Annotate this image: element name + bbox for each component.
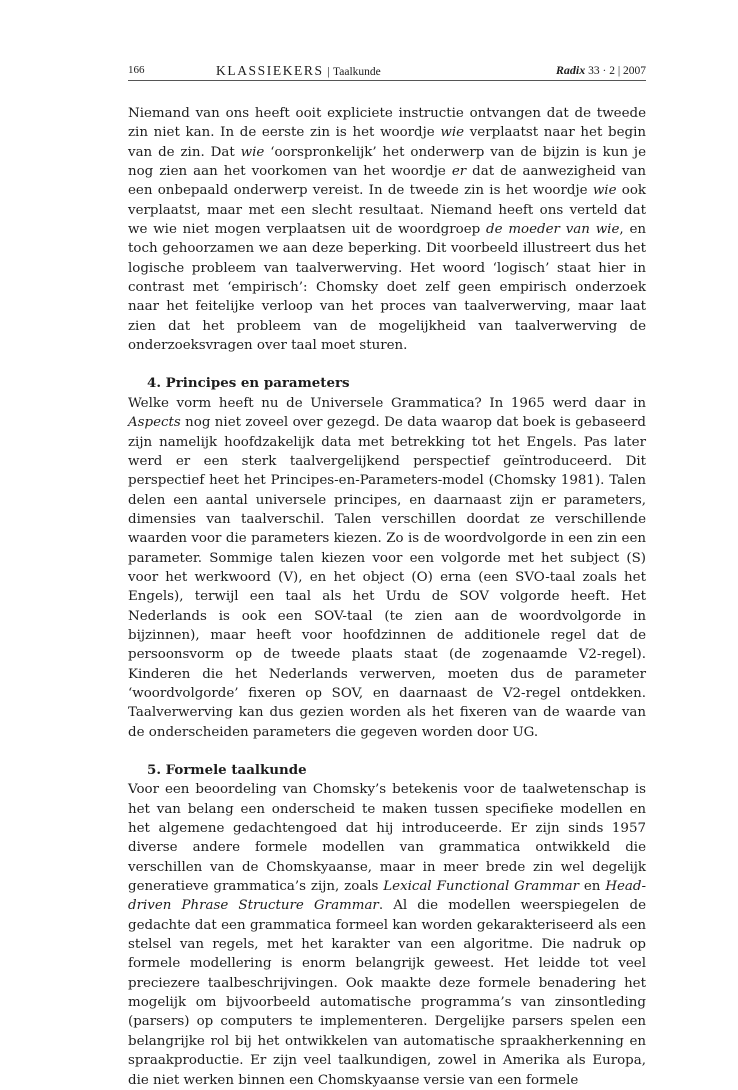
header-section (216, 63, 381, 79)
journal-name: Radix (555, 63, 586, 77)
running-header (128, 60, 646, 81)
section-heading-principes: 4. Principes en parameters (147, 375, 350, 392)
page-number: 166 (128, 64, 145, 76)
paragraph-principes: Welke vorm heeft nu de Universele Grammatica? In 1965 werd daar in Aspects nog niet zoveel over gezegd. De data waarop dat boek is gebaseerd zijn namelijk hoofdzakelijk data met betrekking tot het Engels. Pas later werd er een sterk taalvergelijkend perspectief geïntroduceerd. Dit perspectief heet het Principes-en-Parameters-model (Chomsky 1981). Talen delen een aantal universele principes, en daarnaast zijn er parameters, dimensies van taalverschil. Talen verschillen doordat ze verschillende waarden voor die parameters kiezen. Zo is de woordvolgorde in een zin een parameter. Sommige talen kiezen voor een volgorde met het subject (S) voor het werkwoord (V), en het object (O) erna (een SVO-taal zoals het Engels), terwijl een taal als het Urdu de SOV volgorde heeft. Het Nederlands is ook een SOV-taal (te zien aan de woordvolgorde in bijzinnen), maar heeft voor hoofdzinnen de additionele regel dat de persoonsvorm op de tweede plaats staat (de zogenaamde V2-regel). Kinderen die het Nederlands verwerven, moeten dus de parameter ‘woordvolgorde’ fixeren op SOV, en daarnaast de V2-regel ontdekken. Taalverwerving kan dus gezien worden als het fixeren van de waarde van de onderscheiden parameters die gegeven worden door UG. (128, 395, 646, 740)
paragraph-formele-taalkunde: Voor een beoordeling van Chomsky’s betekenis voor de taalwetenschap is het van belang een onderscheid te maken tussen specifieke modellen en het algemene gedachtengoed dat hij introduceerde. Er zijn sinds 1957 diverse andere formele modellen van grammatica ontwikkeld die verschillen van de Chomskyaanse, maar in meer brede zin wel degelijk generatieve grammatica’s zijn, zoals Lexical Functional Grammar en Head-driven Phrase Structure Grammar. Al die modellen weerspiegelen de gedachte dat een grammatica formeel kan worden gekarakteriseerd als een stelsel van regels, met het karakter van een algoritme. Die nadruk op formele modellering is enorm belangrijk geweest. Het leidde tot veel preciezere taalbeschrijvingen. Ook maakte deze formele benadering het mogelijk om bijvoorbeeld automatische programma’s van zinsontleding (parsers) op computers te implementeren. Dergelijke parsers spelen een belangrijke rol bij het ontwikkelen van automatische spraakherkenning en spraakproductie. Er zijn veel taalkundigen, zowel in Amerika als Europa, die niet werken binnen een Chomskyaanse versie van een formele (128, 782, 646, 1088)
journal-issue: 33 · 2 | 2007 (588, 65, 646, 77)
paragraph-intro: Niemand van ons heeft ooit expliciete instructie ontvangen dat de tweede zin niet kan. In de eerste zin is het woordje wie verplaatst naar het begin van de zin. Dat wie ‘oorspronkelijk’ het onderwerp van de bijzin is kun je nog zien aan het voorkomen van het woordje er dat de aanwezigheid van een onbepaald onderwerp vereist. In de tweede zin is het woordje wie ook verplaatst, maar met een slecht resultaat. Niemand heeft ons verteld dat we wie niet mogen verplaatsen uit de woordgroep de moeder van wie, en toch gehoorzamen we aan deze beperking. Dit voorbeeld illustreert dus het logische probleem van taalverwerving. Het woord ‘logisch’ staat hier in contrast met ‘empirisch’: Chomsky doet zelf geen empirisch onderzoek naar het feitelijke verloop van het proces van taalverwerving, maar laat zien dat het probleem van de mogelijkheid van taalverwerving de onderzoeksvragen over taal moet sturen. (128, 106, 647, 354)
section-heading-formele-taalkunde: 5. Formele taalkunde (147, 762, 307, 778)
journal-info (556, 63, 646, 78)
section-title: KLASSIEKERS (216, 63, 324, 78)
section-topic: Taalkunde (333, 66, 381, 78)
article-body (128, 104, 646, 1090)
header-separator: | (327, 64, 330, 78)
